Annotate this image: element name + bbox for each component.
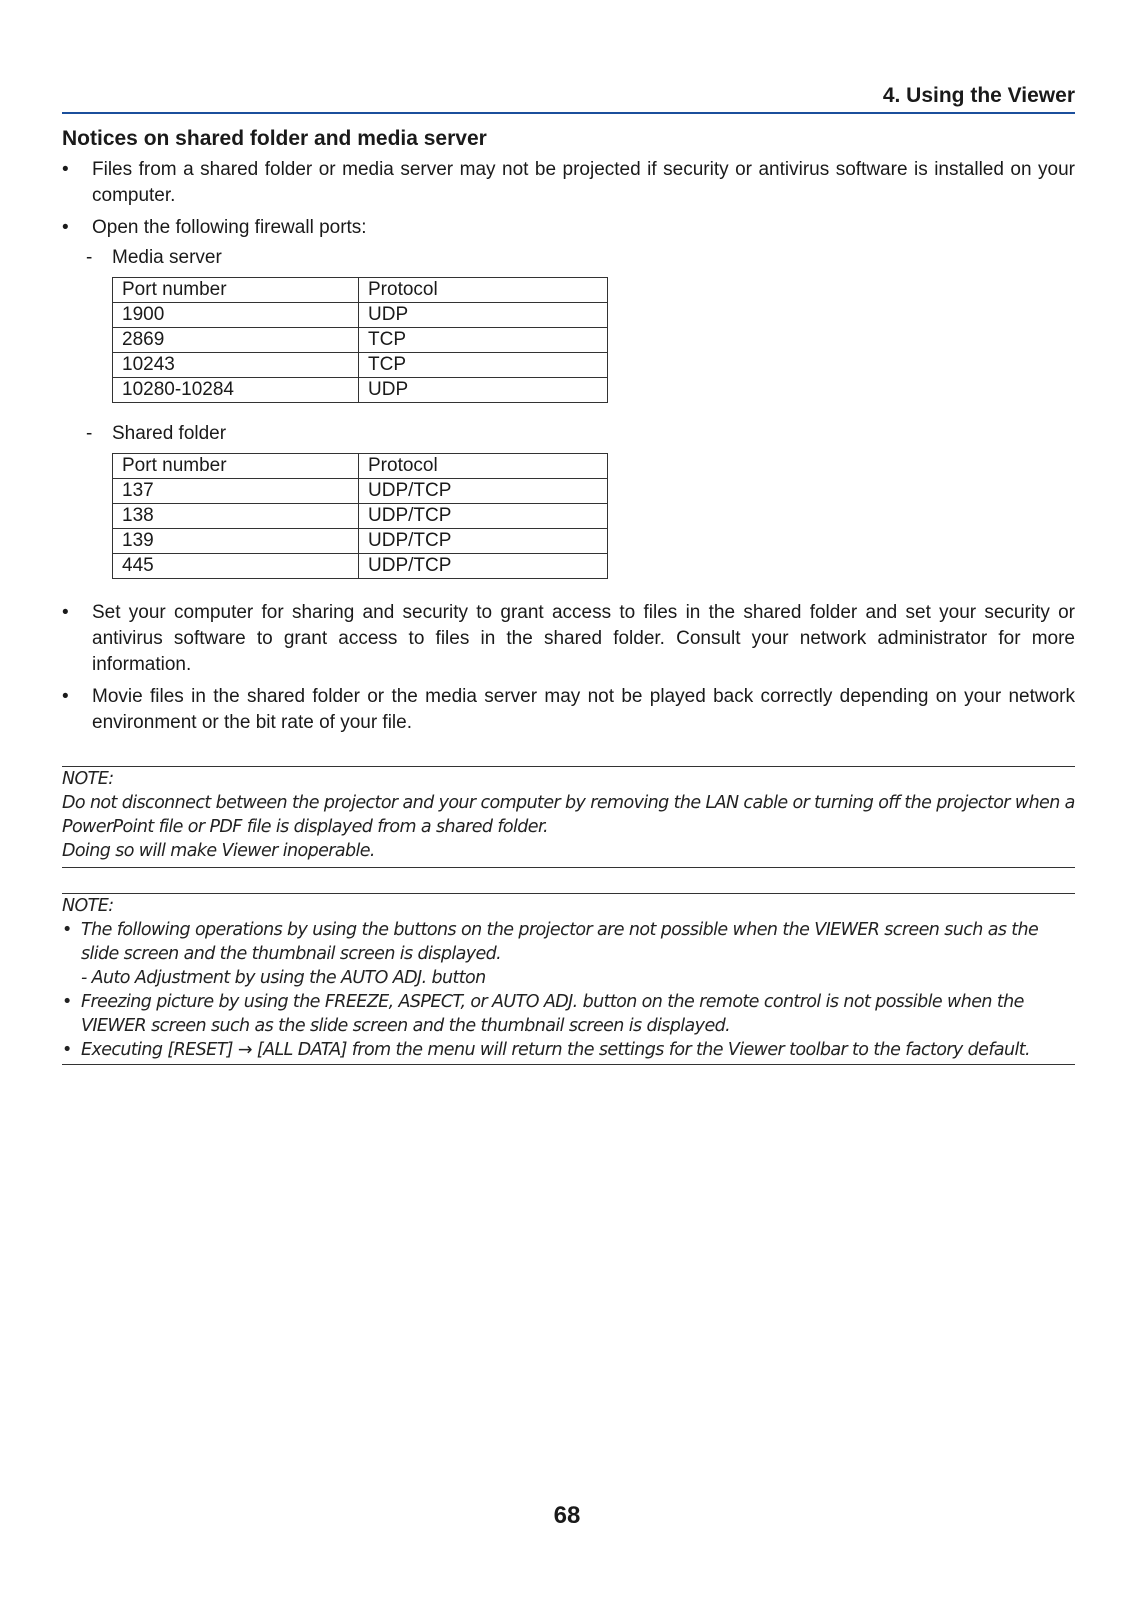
bullet-item bbox=[62, 600, 1075, 678]
table-row bbox=[113, 328, 608, 353]
bullet-dot: • bbox=[62, 602, 69, 623]
table-cell: UDP/TCP bbox=[359, 504, 608, 529]
table-row bbox=[113, 504, 608, 529]
bullet-dot: • bbox=[62, 1040, 72, 1060]
table-cell: 10243 bbox=[113, 353, 359, 378]
note-text: Executing [RESET] bbox=[81, 1040, 233, 1060]
bullet-dot: • bbox=[62, 992, 72, 1012]
table-header-cell: Protocol bbox=[359, 278, 608, 303]
note-text: Do not disconnect between the projector and your computer by removing the LAN cable or turning off the projector when a PowerPoint file or PDF file is displayed from a shared folder. bbox=[62, 793, 1075, 837]
bullet-text: Open the following firewall ports: bbox=[92, 217, 367, 238]
table-cell: 137 bbox=[113, 479, 359, 504]
bullet-text: Set your computer for sharing and security to grant access to files in the shared folder and set your security or antivirus software to grant access to files in the shared folder. Consult your network administrator for more information. bbox=[92, 602, 1075, 675]
bullet-dot: • bbox=[62, 920, 72, 940]
note-text: The following operations by using the buttons on the projector are not possible when the VIEWER screen such as the slide screen and the thumbnail screen is displayed. bbox=[81, 920, 1039, 964]
table-cell: UDP/TCP bbox=[359, 529, 608, 554]
section-title: Notices on shared folder and media server bbox=[62, 127, 487, 150]
bullet-dot: • bbox=[62, 217, 69, 238]
table-row bbox=[113, 378, 608, 403]
note-bullet bbox=[62, 918, 1075, 966]
media-server-table bbox=[112, 277, 608, 403]
note-text: [ALL DATA] from the menu will return the settings for the Viewer toolbar to the factory default. bbox=[256, 1040, 1030, 1060]
table-cell: 2869 bbox=[113, 328, 359, 353]
table-row bbox=[113, 479, 608, 504]
note-label: NOTE: bbox=[62, 769, 114, 789]
bullet-text: Files from a shared folder or media server may not be projected if security or antivirus software is installed on your computer. bbox=[92, 159, 1075, 206]
shared-folder-heading: - Shared folder bbox=[86, 423, 227, 444]
table-row bbox=[113, 353, 608, 378]
bullet-dot: • bbox=[62, 686, 69, 707]
bullet-item bbox=[62, 157, 1075, 209]
media-server-label: Media server bbox=[112, 247, 222, 268]
table-row bbox=[113, 554, 608, 579]
table-cell: 138 bbox=[113, 504, 359, 529]
table-cell: UDP bbox=[359, 378, 608, 403]
chapter-title: 4. Using the Viewer bbox=[882, 84, 1075, 107]
bullet-item bbox=[62, 684, 1075, 736]
table-cell: UDP/TCP bbox=[359, 554, 608, 579]
bullet-item bbox=[62, 215, 1075, 241]
note-box bbox=[62, 893, 1075, 1065]
table-header-row bbox=[113, 278, 608, 303]
table-cell: 139 bbox=[113, 529, 359, 554]
note-sub-item: - Auto Adjustment by using the AUTO ADJ. button bbox=[81, 968, 486, 988]
bullet-dot: • bbox=[62, 159, 69, 180]
shared-folder-label: Shared folder bbox=[112, 423, 227, 444]
table-cell: 10280-10284 bbox=[113, 378, 359, 403]
note-bullet bbox=[62, 990, 1075, 1038]
table-cell: TCP bbox=[359, 328, 608, 353]
table-header-cell: Port number bbox=[113, 454, 359, 479]
table-header-cell: Protocol bbox=[359, 454, 608, 479]
note-bullet bbox=[62, 1038, 1075, 1062]
note-text: Freezing picture by using the FREEZE, ASPECT, or AUTO ADJ. button on the remote control is not possible when the VIEWER screen such as the slide screen and the thumbnail screen is displayed. bbox=[81, 992, 1024, 1036]
table-row bbox=[113, 303, 608, 328]
page-header bbox=[62, 84, 1075, 114]
note-box bbox=[62, 766, 1075, 868]
table-header-cell: Port number bbox=[113, 278, 359, 303]
table-cell: TCP bbox=[359, 353, 608, 378]
note-label: NOTE: bbox=[62, 896, 114, 916]
right-arrow-icon: → bbox=[237, 1040, 252, 1060]
table-cell: UDP bbox=[359, 303, 608, 328]
page-number: 68 bbox=[553, 1502, 581, 1529]
table-cell: 445 bbox=[113, 554, 359, 579]
bullet-text: Movie files in the shared folder or the media server may not be played back correctly depending on your network environment or the bit rate of your file. bbox=[92, 686, 1075, 733]
table-row bbox=[113, 529, 608, 554]
shared-folder-table bbox=[112, 453, 608, 579]
table-cell: UDP/TCP bbox=[359, 479, 608, 504]
media-server-heading: - Media server bbox=[86, 247, 222, 268]
note-text: Doing so will make Viewer inoperable. bbox=[62, 841, 375, 861]
table-cell: 1900 bbox=[113, 303, 359, 328]
table-header-row bbox=[113, 454, 608, 479]
